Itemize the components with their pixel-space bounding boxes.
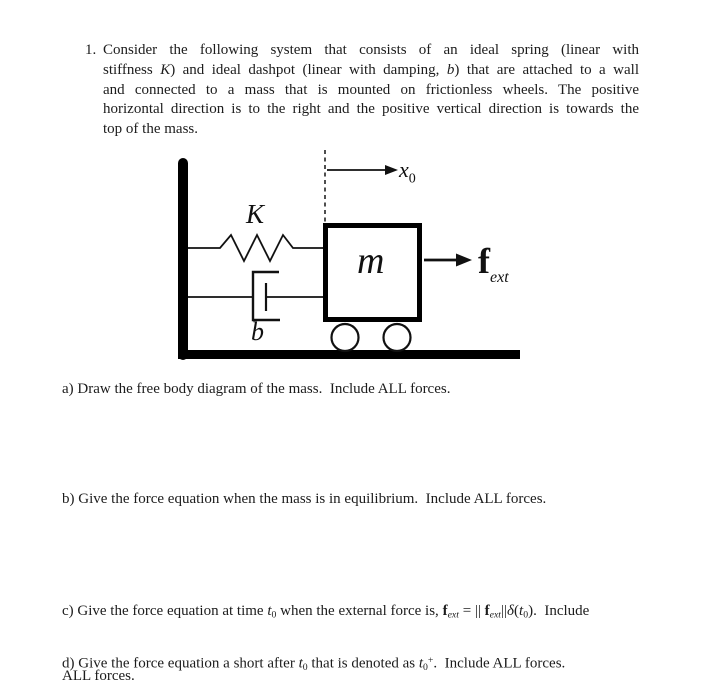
question-b: b) Give the force equation when the mass is in equilibrium. Include ALL forces. xyxy=(62,491,547,507)
external-force-arrowhead xyxy=(456,254,472,267)
time-subscript: 0 xyxy=(271,609,277,621)
problem-line-1: Consider the following system that consists of an ideal spring (linear with xyxy=(103,42,639,58)
stiffness-variable: K xyxy=(160,61,171,78)
time-variable: t xyxy=(418,655,424,672)
problem-statement xyxy=(103,41,639,140)
force-subscript: ext xyxy=(447,609,459,621)
question-c-line-2: ALL forces. xyxy=(62,667,135,684)
displacement-label xyxy=(399,157,416,188)
question-d-text: d) Give the force equation a short after xyxy=(62,655,299,672)
damping-variable: b xyxy=(446,61,455,78)
external-force-label-subscript: ext xyxy=(490,268,509,286)
question-c-text: ( xyxy=(514,603,520,619)
question-c-text: c) Give the force equation at time xyxy=(62,603,268,619)
displacement-arrowhead xyxy=(385,165,398,175)
spring xyxy=(188,235,323,261)
problem-line-5: top of the mass. xyxy=(103,121,198,138)
time-superscript-plus: + xyxy=(427,655,434,666)
force-symbol: f xyxy=(442,603,448,619)
question-c-text: = || xyxy=(458,603,485,619)
problem-number: 1. xyxy=(85,42,97,58)
displacement-label-base: x xyxy=(399,157,409,182)
question-a: a) Draw the free body diagram of the mass. Include ALL forces. xyxy=(62,381,451,397)
question-d xyxy=(62,651,724,678)
question-c-text: || xyxy=(501,603,508,619)
wheel-left xyxy=(332,324,359,351)
problem-line-2-text: ) that are attached to a wall xyxy=(454,61,639,78)
time-variable: t xyxy=(298,655,303,672)
spring-stiffness-label: K xyxy=(246,199,265,229)
wheel-right xyxy=(384,324,411,351)
time-subscript: 0 xyxy=(523,609,529,621)
external-force-label xyxy=(478,240,509,287)
time-variable: t xyxy=(519,603,524,619)
problem-line-2 xyxy=(103,61,639,81)
delta-symbol: δ xyxy=(507,603,515,619)
force-subscript: ext xyxy=(489,609,502,621)
damper-coefficient-label: b xyxy=(251,317,264,346)
question-d-text: that is denoted as xyxy=(307,655,419,672)
problem-line-2-text: ) and ideal dashpot (linear with damping, xyxy=(170,61,447,78)
problem-line-4: horizontal direction is to the right and the positive vertical direction is towards the xyxy=(103,101,639,118)
problem-line-2-text: stiffness xyxy=(103,61,161,78)
time-subscript: 0 xyxy=(302,662,308,674)
question-d-text: . Include ALL forces. xyxy=(433,655,566,672)
external-force-label-base: f xyxy=(478,241,490,281)
question-c-text: when the external force is, xyxy=(276,603,443,619)
time-variable: t xyxy=(267,603,272,619)
question-c-line-1 xyxy=(62,601,724,626)
problem-line-3: and connected to a mass that is mounted on frictionless wheels. The positive xyxy=(103,81,639,98)
question-c-text: ). Include xyxy=(528,603,590,619)
displacement-label-subscript: 0 xyxy=(408,171,416,187)
mass-label: m xyxy=(357,240,385,282)
time-subscript: 0 xyxy=(423,662,428,674)
force-symbol: f xyxy=(484,603,490,619)
